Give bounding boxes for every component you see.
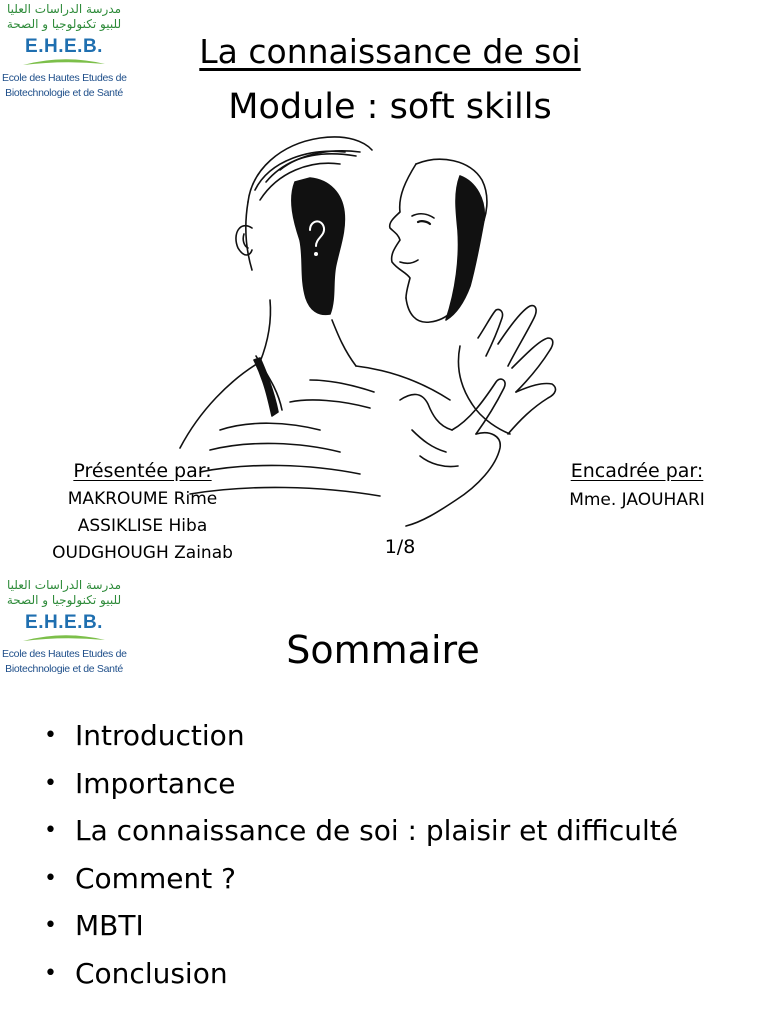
- list-item: [40, 859, 678, 907]
- logo-brand: E.H.E.B.: [25, 36, 103, 57]
- logo-swoosh-icon: [21, 632, 107, 646]
- slide-subtitle: Module : soft skills: [228, 87, 552, 127]
- summary-title: Sommaire: [286, 628, 480, 672]
- supervisor-name: Mme. JAOUHARI: [569, 490, 705, 510]
- bullet-icon: •: [44, 818, 57, 843]
- list-item-label: La connaissance de soi : plaisir et difficulté: [75, 814, 678, 847]
- presenters-block: [30, 460, 255, 563]
- list-item: [40, 906, 678, 954]
- logo-swoosh-icon: [21, 56, 107, 70]
- page-number: 1/8: [384, 536, 416, 558]
- bullet-icon: •: [44, 865, 57, 891]
- list-item: [40, 764, 678, 812]
- list-item-label: MBTI: [75, 909, 144, 942]
- logo-subtitle-line-2: Biotechnologie et de Santé: [5, 663, 123, 675]
- logo-arabic-line-1: مدرسة الدراسات العليا: [6, 578, 122, 592]
- bullet-icon: •: [44, 960, 57, 986]
- logo-subtitle-line-2: Biotechnologie et de Santé: [5, 87, 123, 99]
- bullet-icon: •: [44, 913, 57, 938]
- list-item-label: Comment ?: [75, 861, 236, 895]
- logo-arabic-line-1: مدرسة الدراسات العليا: [6, 2, 122, 16]
- presented-by-label: Présentée par:: [73, 460, 212, 482]
- list-item: [40, 716, 678, 764]
- presenter-name: ASSIKLISE Hiba: [77, 516, 208, 536]
- bullet-icon: •: [44, 723, 57, 748]
- presenter-name: OUDGHOUGH Zainab: [52, 543, 233, 563]
- list-item: [40, 811, 678, 859]
- list-item-label: Introduction: [75, 719, 245, 752]
- supervised-by-label: Encadrée par:: [570, 460, 704, 482]
- presenter-name: MAKROUME Rime: [67, 489, 218, 509]
- logo-subtitle-line-1: Ecole des Hautes Etudes de: [2, 648, 127, 660]
- list-item: [40, 954, 678, 1002]
- logo-brand: E.H.E.B.: [25, 612, 103, 633]
- logo-arabic-line-2: للبيو تكنولوجيا و الصحة: [6, 17, 122, 31]
- school-logo: [2, 2, 126, 100]
- supervisor-block: [537, 460, 737, 510]
- list-item-label: Importance: [75, 766, 236, 800]
- logo-subtitle-line-1: Ecole des Hautes Etudes de: [2, 72, 127, 84]
- summary-list: [40, 716, 678, 1001]
- slide-title: La connaissance de soi: [199, 32, 581, 71]
- list-item-label: Conclusion: [75, 956, 228, 990]
- bullet-icon: •: [44, 770, 57, 796]
- slide-2: [0, 576, 768, 1024]
- school-logo: [2, 578, 126, 676]
- logo-arabic-line-2: للبيو تكنولوجيا و الصحة: [6, 593, 122, 607]
